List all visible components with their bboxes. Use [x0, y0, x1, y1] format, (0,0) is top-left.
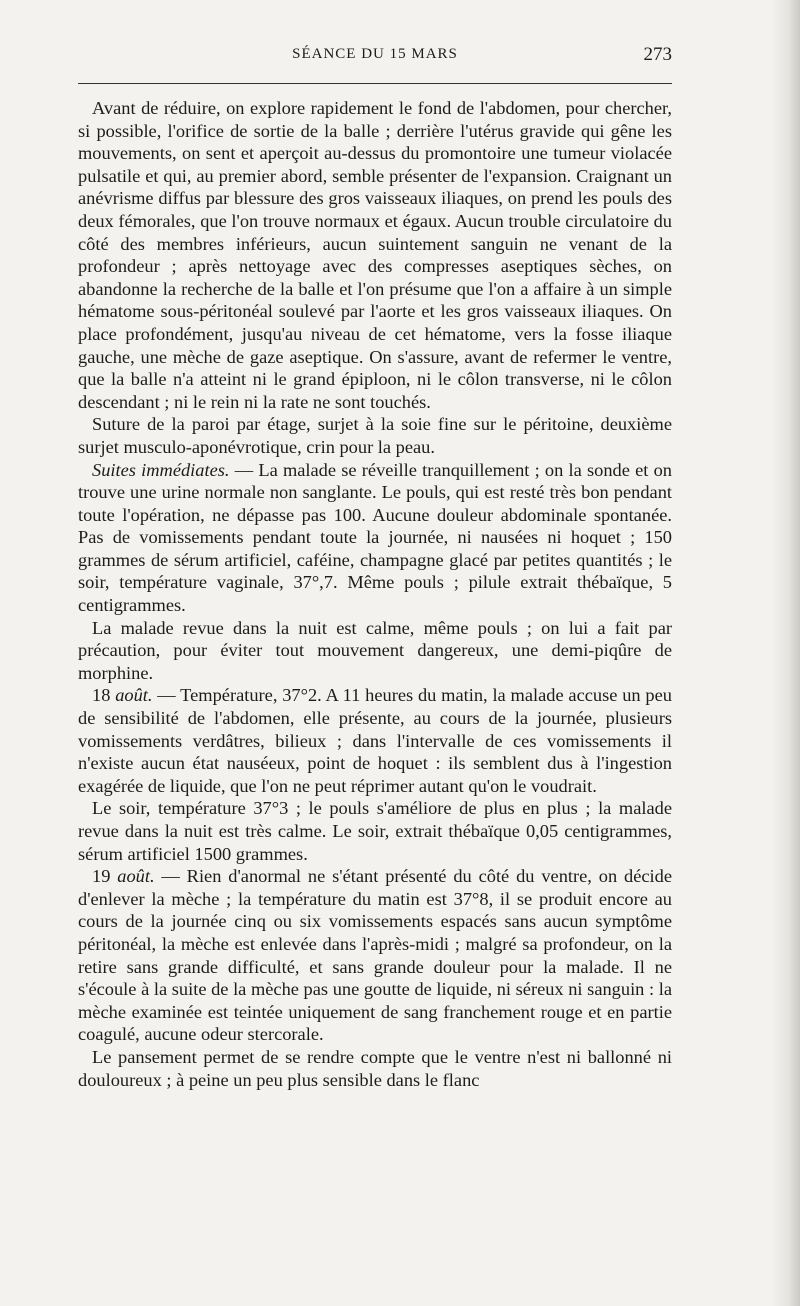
paragraph-text: Suture de la paroi par étage, surjet à la soie fine sur le péritoine, deuxième surjet musculo-aponévrotique, crin pour la peau.: [78, 414, 672, 457]
paragraph-text: — La malade se réveille tranquillement ; on la sonde et on trouve une urine normale non sanglante. Le pouls, qui est resté très bon pendant toute l'opération, ne dépasse pas 100. Aucune douleur abdominale spontanée. Pas de vomissements pendant toute la journée, ni nausées ni hoquet ; 150 grammes de sérum artificiel, caféine, champagne glacé par petites quantités ; le soir, température vaginale, 37°,7. Même pouls ; pilule extrait thébaïque, 5 centigrammes.: [78, 459, 672, 616]
paragraph-text: Le soir, température 37°3 ; le pouls s'améliore de plus en plus ; la malade revue dans la nuit est très calme. Le soir, extrait thébaïque 0,05 centigrammes, sérum artificiel 1500 grammes.: [78, 798, 672, 864]
paragraph: [78, 459, 672, 617]
paragraph: [78, 684, 672, 797]
page-edge-shadow: [772, 0, 800, 1306]
italic-heading: août.: [115, 685, 153, 706]
body-text: [78, 97, 672, 1091]
header-rule: [78, 83, 672, 84]
paragraph: [78, 1046, 672, 1091]
paragraph: [78, 865, 672, 1046]
paragraph: [78, 97, 672, 413]
paragraph-text: 18: [92, 685, 116, 706]
paragraph-text: Avant de réduire, on explore rapidement le fond de l'abdomen, pour chercher, si possible, l'orifice de sortie de la balle ; derrière l'utérus gravide qui gêne les mouvements, on sent et aperçoit au-dessus du promontoire une tumeur violacée pulsatile et qui, au premier abord, semble présenter de l'expansion. Craignant un anévrisme diffus par blessure des gros vaisseaux iliaques, on prend les pouls des deux fémorales, que l'on trouve normaux et égaux. Aucun trouble circulatoire du côté des membres inférieurs, aucun suintement sanguin ne venant de la profondeur ; après nettoyage avec des compresses aseptiques sèches, on abandonne la recherche de la balle et l'on présume que l'on a affaire à un simple hématome sous-péritonéal soulevé par l'aorte et les gros vaisseaux iliaques. On place profondément, jusqu'au niveau de cet hématome, vers la fosse iliaque gauche, une mèche de gaze aseptique. On s'assure, avant de refermer le ventre, que la balle n'a atteint ni le grand épiploon, ni le côlon transverse, ni le côlon descendant ; ni le rein ni la rate ne sont touchés.: [78, 98, 672, 412]
running-head: SÉANCE DU 15 MARS: [292, 46, 458, 62]
paragraph-text: — Température, 37°2. A 11 heures du matin, la malade accuse un peu de sensibilité de l'abdomen, elle présente, au cours de la journée, plusieurs vomissements verdâtres, bilieux ; dans l'intervalle de ces vomissements il n'existe aucun état nauséeux, point de hoquet : ils semblent dus à l'ingestion exagérée de liquide, que l'on ne peut réprimer autant qu'on le voudrait.: [78, 685, 672, 796]
paragraph-text: 19: [92, 866, 118, 887]
paragraph-text: Le pansement permet de se rendre compte que le ventre n'est ni ballonné ni douloureux ; à peine un peu plus sensible dans le flanc: [78, 1046, 672, 1090]
page-number: 273: [643, 44, 672, 65]
paragraph: [78, 797, 672, 865]
paragraph: [78, 617, 672, 685]
paragraph-text: La malade revue dans la nuit est calme, même pouls ; on lui a fait par précaution, pour éviter tout mouvement dangereux, une demi-piqûre de morphine.: [78, 617, 672, 683]
page-header: [78, 44, 672, 72]
paragraph-text: — Rien d'anormal ne s'étant présenté du côté du ventre, on décide d'enlever la mèche ; la température du matin est 37°8, il se produit encore au cours de la journée cinq ou six vomissements espacés sans aucun symptôme péritonéal, la mèche est enlevée dans l'après-midi ; malgré sa profondeur, on la retire sans grande difficulté, et sans grande douleur pour la malade. Il ne s'écoule à la suite de la mèche pas une goutte de liquide, ni séreux ni sanguin : la mèche examinée est teintée uniquement de sang franchement rouge et en partie coagulé, aucune odeur stercorale.: [78, 866, 672, 1045]
italic-heading: Suites immédiates.: [92, 459, 230, 480]
italic-heading: août.: [117, 866, 155, 887]
paragraph: [78, 413, 672, 458]
